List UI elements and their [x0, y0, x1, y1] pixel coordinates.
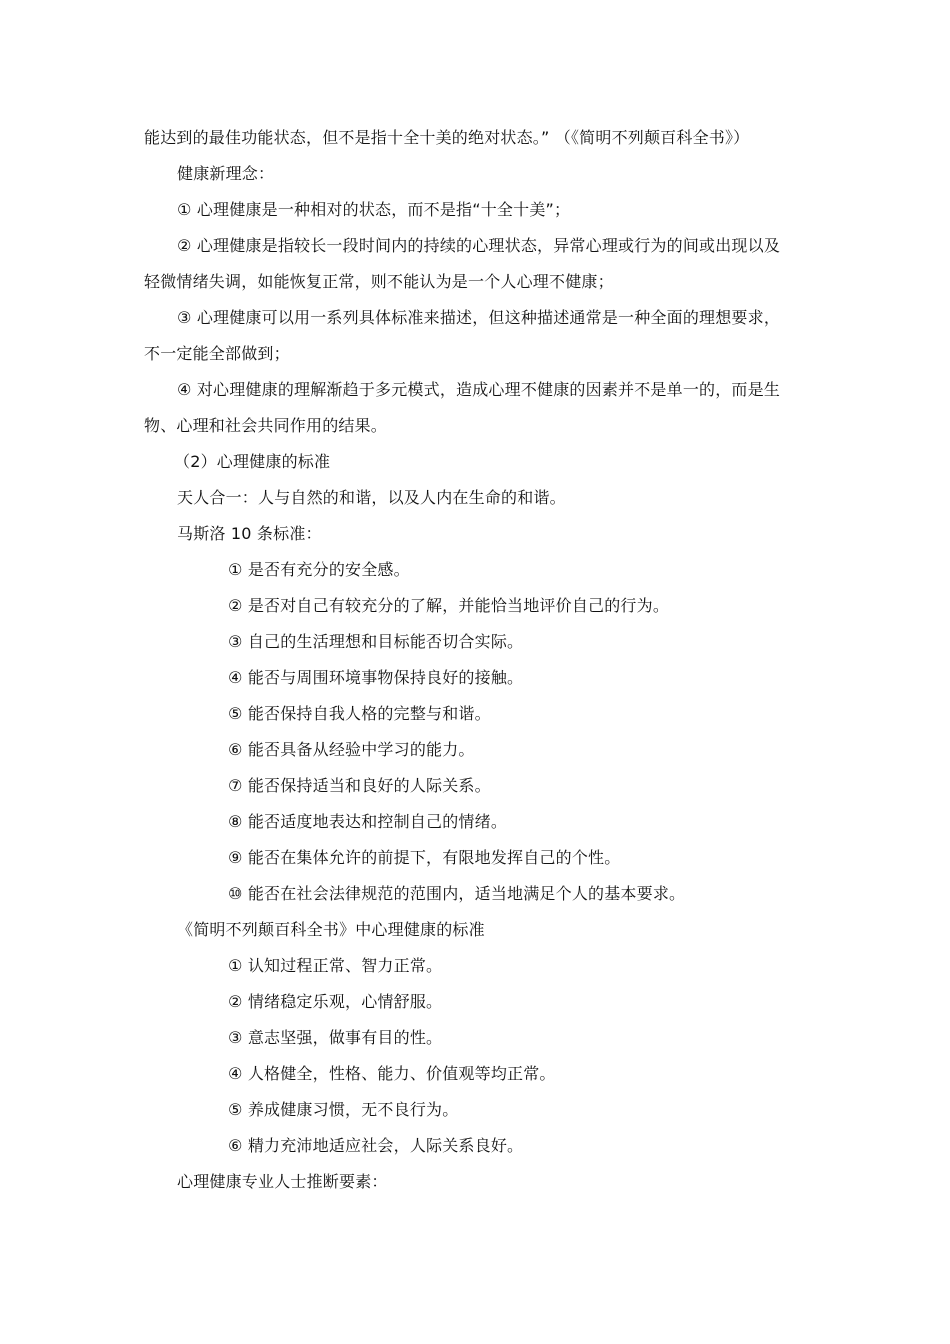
paragraph-line: 天人合一：人与自然的和谐，以及人内在生命的和谐。	[177, 488, 566, 507]
list-item: ② 情绪稳定乐观，心情舒服。	[228, 992, 443, 1011]
paragraph-line: 物、心理和社会共同作用的结果。	[144, 416, 388, 435]
paragraph-line: 轻微情绪失调，如能恢复正常，则不能认为是一个人心理不健康；	[144, 272, 614, 291]
list-item: ⑩ 能否在社会法律规范的范围内，适当地满足个人的基本要求。	[228, 884, 686, 903]
list-item: ② 心理健康是指较长一段时间内的持续的心理状态，异常心理或行为的间或出现以及	[177, 236, 781, 255]
list-item: ④ 对心理健康的理解渐趋于多元模式，造成心理不健康的因素并不是单一的，而是生	[177, 380, 781, 399]
list-item: ⑧ 能否适度地表达和控制自己的情绪。	[228, 812, 508, 831]
list-item: ④ 人格健全，性格、能力、价值观等均正常。	[228, 1064, 556, 1083]
section-heading: 《简明不列颠百科全书》中心理健康的标准	[177, 920, 485, 939]
list-item: ① 心理健康是一种相对的状态，而不是指“十全十美”；	[177, 200, 571, 219]
list-item: ① 认知过程正常、智力正常。	[228, 956, 443, 975]
paragraph-line: 不一定能全部做到；	[144, 344, 290, 363]
list-item: ④ 能否与周围环境事物保持良好的接触。	[228, 668, 524, 687]
list-item: ③ 意志坚强，做事有目的性。	[228, 1028, 443, 1047]
paragraph-line: 能达到的最佳功能状态，但不是指十全十美的绝对状态。” （《简明不列颠百科全书》）	[144, 128, 750, 147]
list-item: ③ 心理健康可以用一系列具体标准来描述，但这种描述通常是一种全面的理想要求，	[177, 308, 781, 327]
list-item: ⑤ 养成健康习惯，无不良行为。	[228, 1100, 459, 1119]
list-item: ① 是否有充分的安全感。	[228, 560, 410, 579]
list-item: ⑦ 能否保持适当和良好的人际关系。	[228, 776, 491, 795]
section-heading: 心理健康专业人士推断要素：	[177, 1172, 388, 1191]
list-item: ③ 自己的生活理想和目标能否切合实际。	[228, 632, 524, 651]
list-item: ⑥ 精力充沛地适应社会，人际关系良好。	[228, 1136, 524, 1155]
list-item: ⑤ 能否保持自我人格的完整与和谐。	[228, 704, 491, 723]
section-heading: 健康新理念：	[177, 164, 275, 183]
list-item: ⑥ 能否具备从经验中学习的能力。	[228, 740, 475, 759]
list-item: ② 是否对自己有较充分的了解，并能恰当地评价自己的行为。	[228, 596, 670, 615]
section-heading: （2）心理健康的标准	[174, 452, 331, 471]
list-item: ⑨ 能否在集体允许的前提下，有限地发挥自己的个性。	[228, 848, 621, 867]
section-heading: 马斯洛 10 条标准：	[177, 524, 322, 543]
